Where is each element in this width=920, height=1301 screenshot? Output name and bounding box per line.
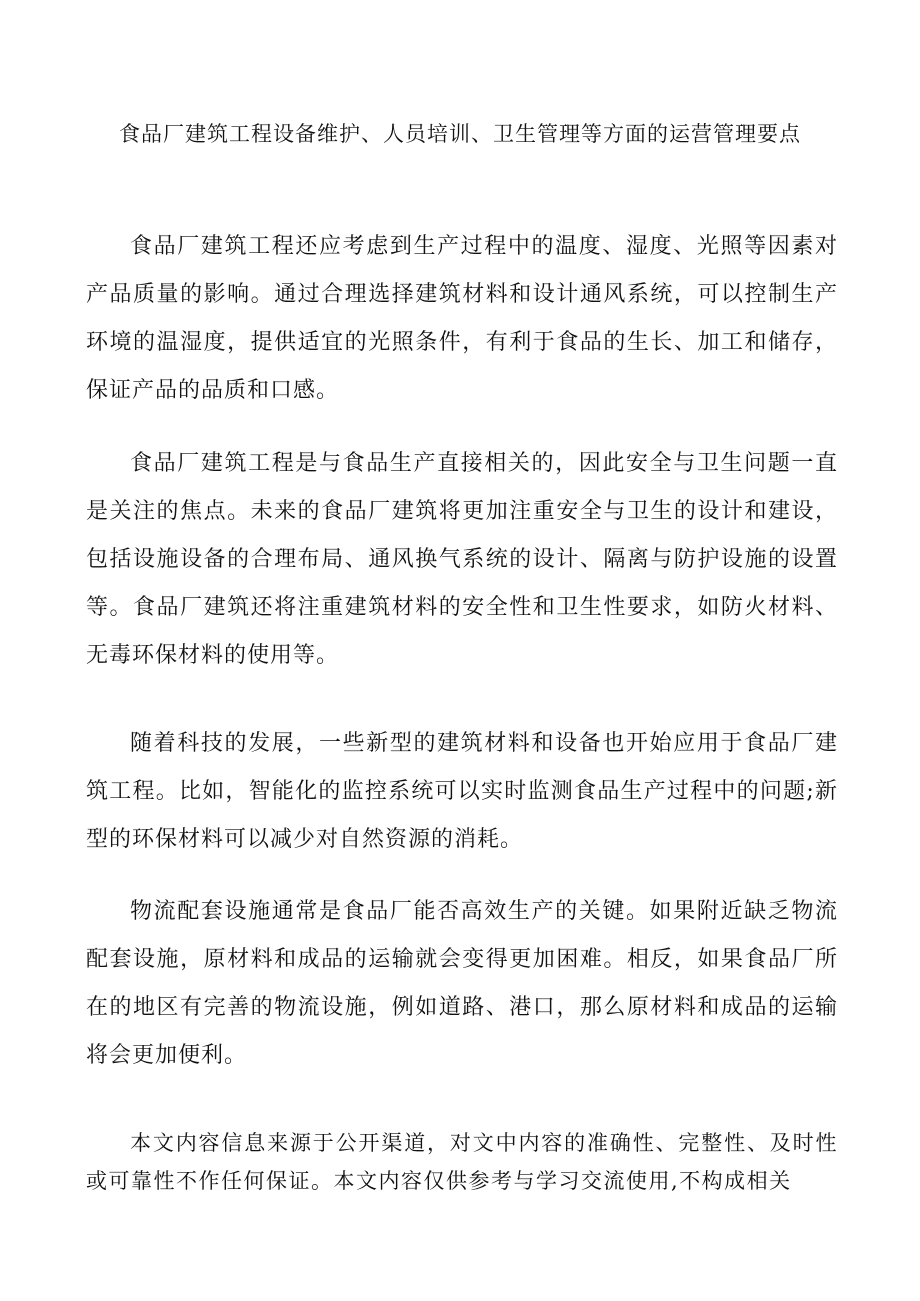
paragraph-technology: 随着科技的发展，一些新型的建筑材料和设备也开始应用于食品厂建筑工程。比如，智能化的监控系统可以实时监测食品生产过程中的问题;新型的环保材料可以减少对自然资源的消耗。 (86, 731, 838, 852)
paragraph-logistics: 物流配套设施通常是食品厂能否高效生产的关键。如果附近缺乏物流配套设施，原材料和成品的运输就会变得更加困难。相反，如果食品厂所在的地区有完善的物流设施，例如道路、港口，那么原材料和成品的运输将会更加便利。 (86, 899, 838, 1068)
page-title: 食品厂建筑工程设备维护、人员培训、卫生管理等方面的运营管理要点 (119, 122, 801, 146)
paragraph-safety-hygiene: 食品厂建筑工程是与食品生产直接相关的，因此安全与卫生问题一直是关注的焦点。未来的食品厂建筑将更加注重安全与卫生的设计和建设，包括设施设备的合理布局、通风换气系统的设计、隔离与防护设施的设置等。食品厂建筑还将注重建筑材料的安全性和卫生性要求，如防火材料、无毒环保材料的使用等。 (86, 451, 838, 668)
paragraph-environment: 食品厂建筑工程还应考虑到生产过程中的温度、湿度、光照等因素对产品质量的影响。通过合理选择建筑材料和设计通风系统，可以控制生产环境的温湿度，提供适宜的光照条件，有利于食品的生长、加工和储存，保证产品的品质和口感。 (86, 234, 838, 403)
disclaimer-paragraph: 本文内容信息来源于公开渠道，对文中内容的准确性、完整性、及时性或可靠性不作任何保证。本文内容仅供参考与学习交流使用,不构成相关 (86, 1131, 838, 1193)
